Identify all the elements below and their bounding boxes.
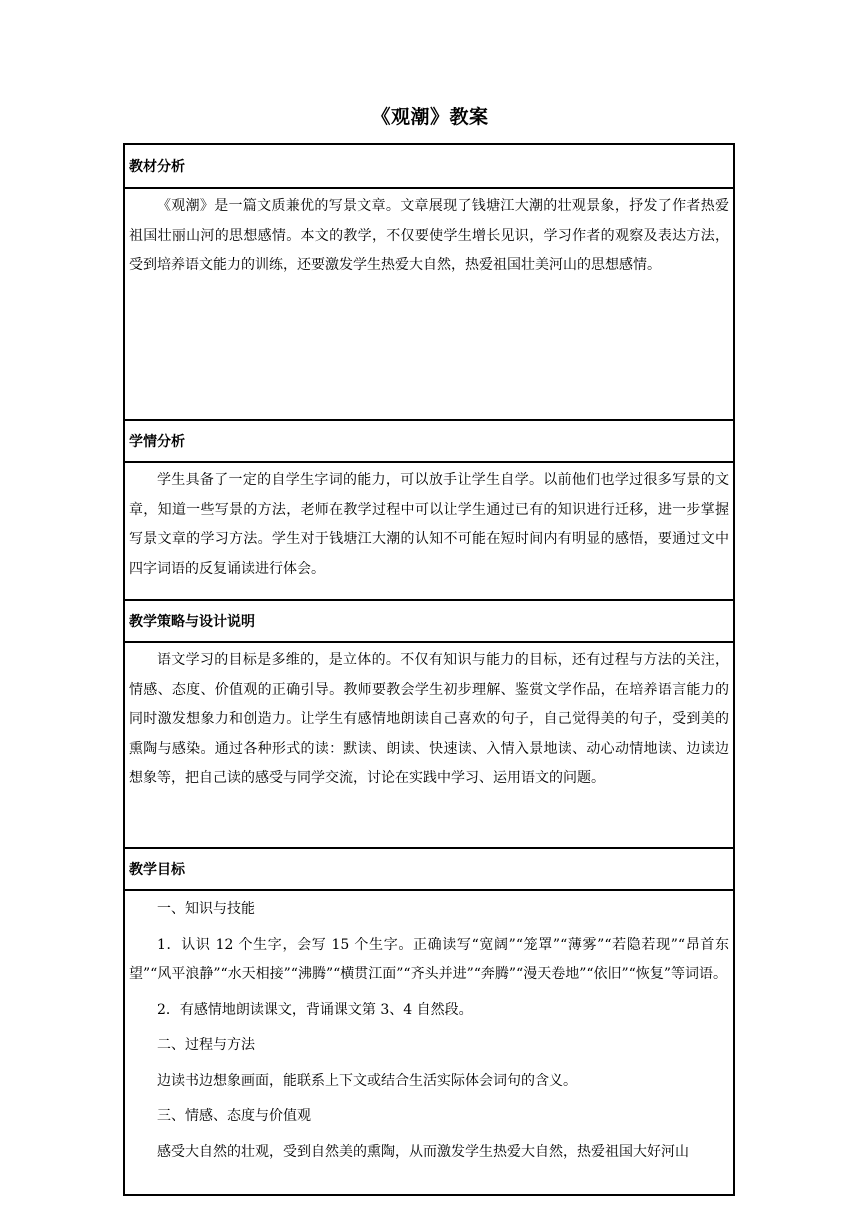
section-heading-student-analysis: 学情分析 <box>125 419 733 461</box>
document-title: 《观潮》教案 <box>371 106 489 128</box>
section-body-student-analysis <box>125 461 733 599</box>
objective-item: 边读书边想象画面，能联系上下文或结合生活实际体会词句的含义。 <box>157 1072 577 1089</box>
paragraph: 语文学习的目标是多维的，是立体的。不仅有知识与能力的目标，还有过程与方法的关注，情感、态度、价值观的正确引导。教师要教会学生初步理解、鉴赏文学作品，在培养语言能力的同时激发想象力和创造力。让学生有感情地朗读自己喜欢的句子，自己觉得美的句子，受到美的熏陶与感染。通过各种形式的读：默读、朗读、快速读、入情入景地读、动心动情地读、边读边想象等，把自己读的感受与同学交流，讨论在实践中学习、运用语文的问题。 <box>129 652 729 786</box>
objective-item: 1．认识 12 个生字，会写 15 个生字。正确读写“宽阔”“笼罩”“薄雾”“若隐若现”“昂首东望”“风平浪静”“水天相接”“沸腾”“横贯江面”“齐头并进”“奔腾”“漫天卷地”“依旧”“恢复”等词语。 <box>129 936 729 982</box>
section-heading-teaching-objectives: 教学目标 <box>125 847 733 889</box>
section-body-teaching-strategy <box>125 641 733 847</box>
section-body-teaching-objectives <box>125 889 733 1194</box>
objective-item: 2．有感情地朗读课文，背诵课文第 3、4 自然段。 <box>157 1001 473 1018</box>
objective-item: 感受大自然的壮观，受到自然美的熏陶，从而激发学生热爱大自然，热爱祖国大好河山 <box>157 1143 689 1160</box>
section-heading-teaching-strategy: 教学策略与设计说明 <box>125 599 733 641</box>
paragraph: 《观潮》是一篇文质兼优的写景文章。文章展现了钱塘江大潮的壮观景象，抒发了作者热爱祖国壮丽山河的思想感情。本文的教学，不仅要使学生增长见识，学习作者的观察及表达方法，受到培养语文能力的训练，还要激发学生热爱大自然，热爱祖国壮美河山的思想感情。 <box>129 198 729 273</box>
objective-heading: 二、过程与方法 <box>157 1037 255 1053</box>
section-body-textbook-analysis <box>125 187 733 419</box>
objective-heading: 一、知识与技能 <box>157 901 255 917</box>
section-heading-textbook-analysis: 教材分析 <box>129 159 185 175</box>
paragraph: 学生具备了一定的自学生字词的能力，可以放手让学生自学。以前他们也学过很多写景的文章，知道一些写景的方法，老师在教学过程中可以让学生通过已有的知识进行迁移，进一步掌握写景文章的学习方法。学生对于钱塘江大潮的认知不可能在短时间内有明显的感悟，要通过文中四字词语的反复诵读进行体会。 <box>129 472 729 577</box>
objective-heading: 三、情感、态度与价值观 <box>157 1108 311 1124</box>
lesson-plan-table <box>123 143 735 1196</box>
